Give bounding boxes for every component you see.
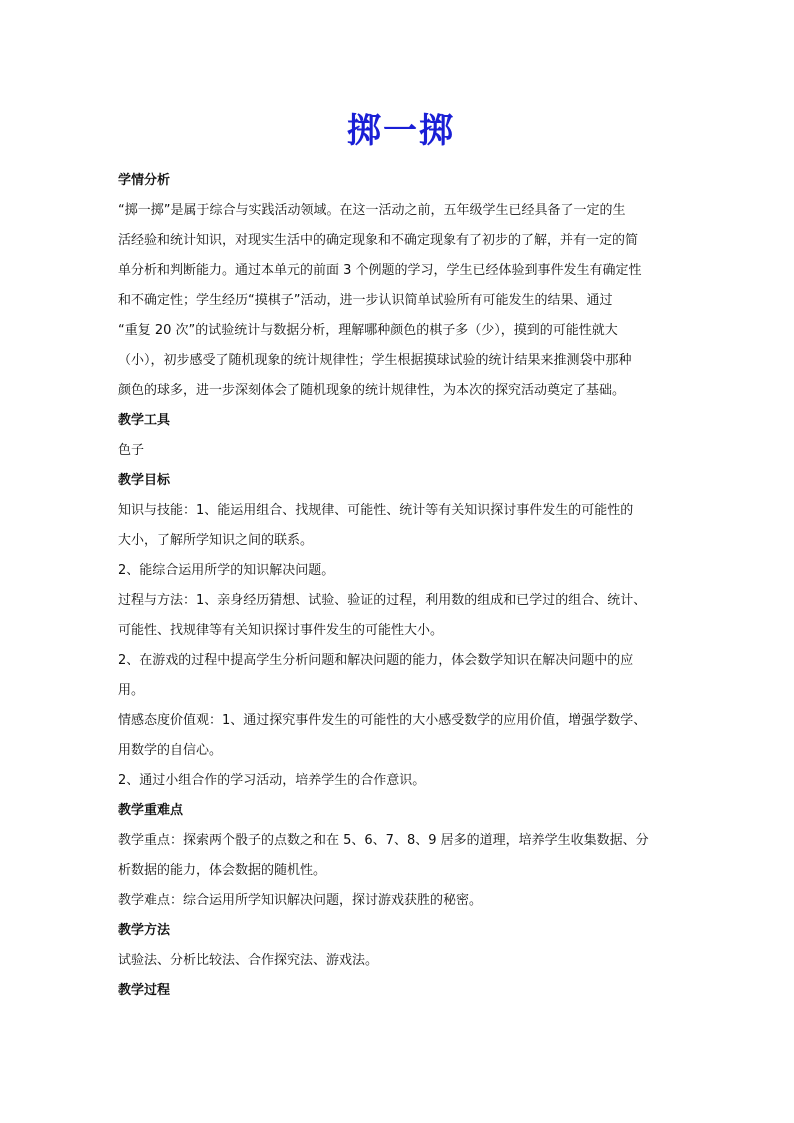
section-heading-keypoints: 教学重难点 — [118, 803, 184, 818]
analysis-line: 和不确定性；学生经历“摸棋子”活动，进一步认识简单试验所有可能发生的结果、通过 — [118, 293, 613, 308]
goals-line: 情感态度价值观：1、通过探究事件发生的可能性的大小感受数学的应用价值，增强学数学、 — [118, 713, 647, 728]
goals-line: 可能性、找规律等有关知识探讨事件发生的可能性大小。 — [118, 623, 444, 638]
analysis-line: 颜色的球多，进一步深刻体会了随机现象的统计规律性，为本次的探究活动奠定了基础。 — [118, 383, 626, 398]
section-heading-analysis: 学情分析 — [118, 173, 171, 188]
keypoints-line: 教学难点：综合运用所学知识解决问题，探讨游戏获胜的秘密。 — [118, 893, 483, 908]
keypoints-line: 析数据的能力，体会数据的随机性。 — [118, 863, 327, 878]
analysis-line: 活经验和统计知识，对现实生活中的确定现象和不确定现象有了初步的了解，并有一定的简 — [118, 233, 639, 248]
section-heading-goals: 教学目标 — [118, 473, 171, 488]
section-heading-tools: 教学工具 — [118, 413, 171, 428]
section-heading-process: 教学过程 — [118, 983, 171, 998]
goals-line: 2、能综合运用所学的知识解决问题。 — [118, 563, 335, 578]
goals-line: 过程与方法：1、亲身经历猜想、试验、验证的过程，利用数的组成和已学过的组合、统计、 — [118, 593, 647, 608]
methods-line: 试验法、分析比较法、合作探究法、游戏法。 — [118, 953, 379, 968]
analysis-line: 单分析和判断能力。通过本单元的前面 3 个例题的学习，学生已经体验到事件发生有确定性 — [118, 263, 642, 278]
goals-line: 知识与技能：1、能运用组合、找规律、可能性、统计等有关知识探讨事件发生的可能性的 — [118, 503, 634, 518]
document-page — [118, 96, 684, 1006]
document-title: 掷一掷 — [347, 111, 455, 151]
goals-line: 2、在游戏的过程中提高学生分析问题和解决问题的能力，体会数学知识在解决问题中的应 — [118, 653, 634, 668]
goals-line: 用。 — [118, 683, 145, 698]
keypoints-line: 教学重点：探索两个骰子的点数之和在 5、6、7、8、9 居多的道理，培养学生收集数据、分 — [118, 833, 649, 848]
section-heading-methods: 教学方法 — [118, 923, 171, 938]
tools-line: 色子 — [118, 443, 145, 458]
analysis-line: （小），初步感受了随机现象的统计规律性；学生根据摸球试验的统计结果来推测袋中那种 — [118, 353, 632, 368]
analysis-line: “掷一掷”是属于综合与实践活动领域。在这一活动之前，五年级学生已经具备了一定的生 — [118, 203, 626, 218]
goals-line: 2、通过小组合作的学习活动，培养学生的合作意识。 — [118, 773, 426, 788]
goals-line: 用数学的自信心。 — [118, 743, 223, 758]
goals-line: 大小，了解所学知识之间的联系。 — [118, 533, 314, 548]
analysis-line: “重复 20 次”的试验统计与数据分析，理解哪种颜色的棋子多（少），摸到的可能性就大 — [118, 323, 618, 338]
